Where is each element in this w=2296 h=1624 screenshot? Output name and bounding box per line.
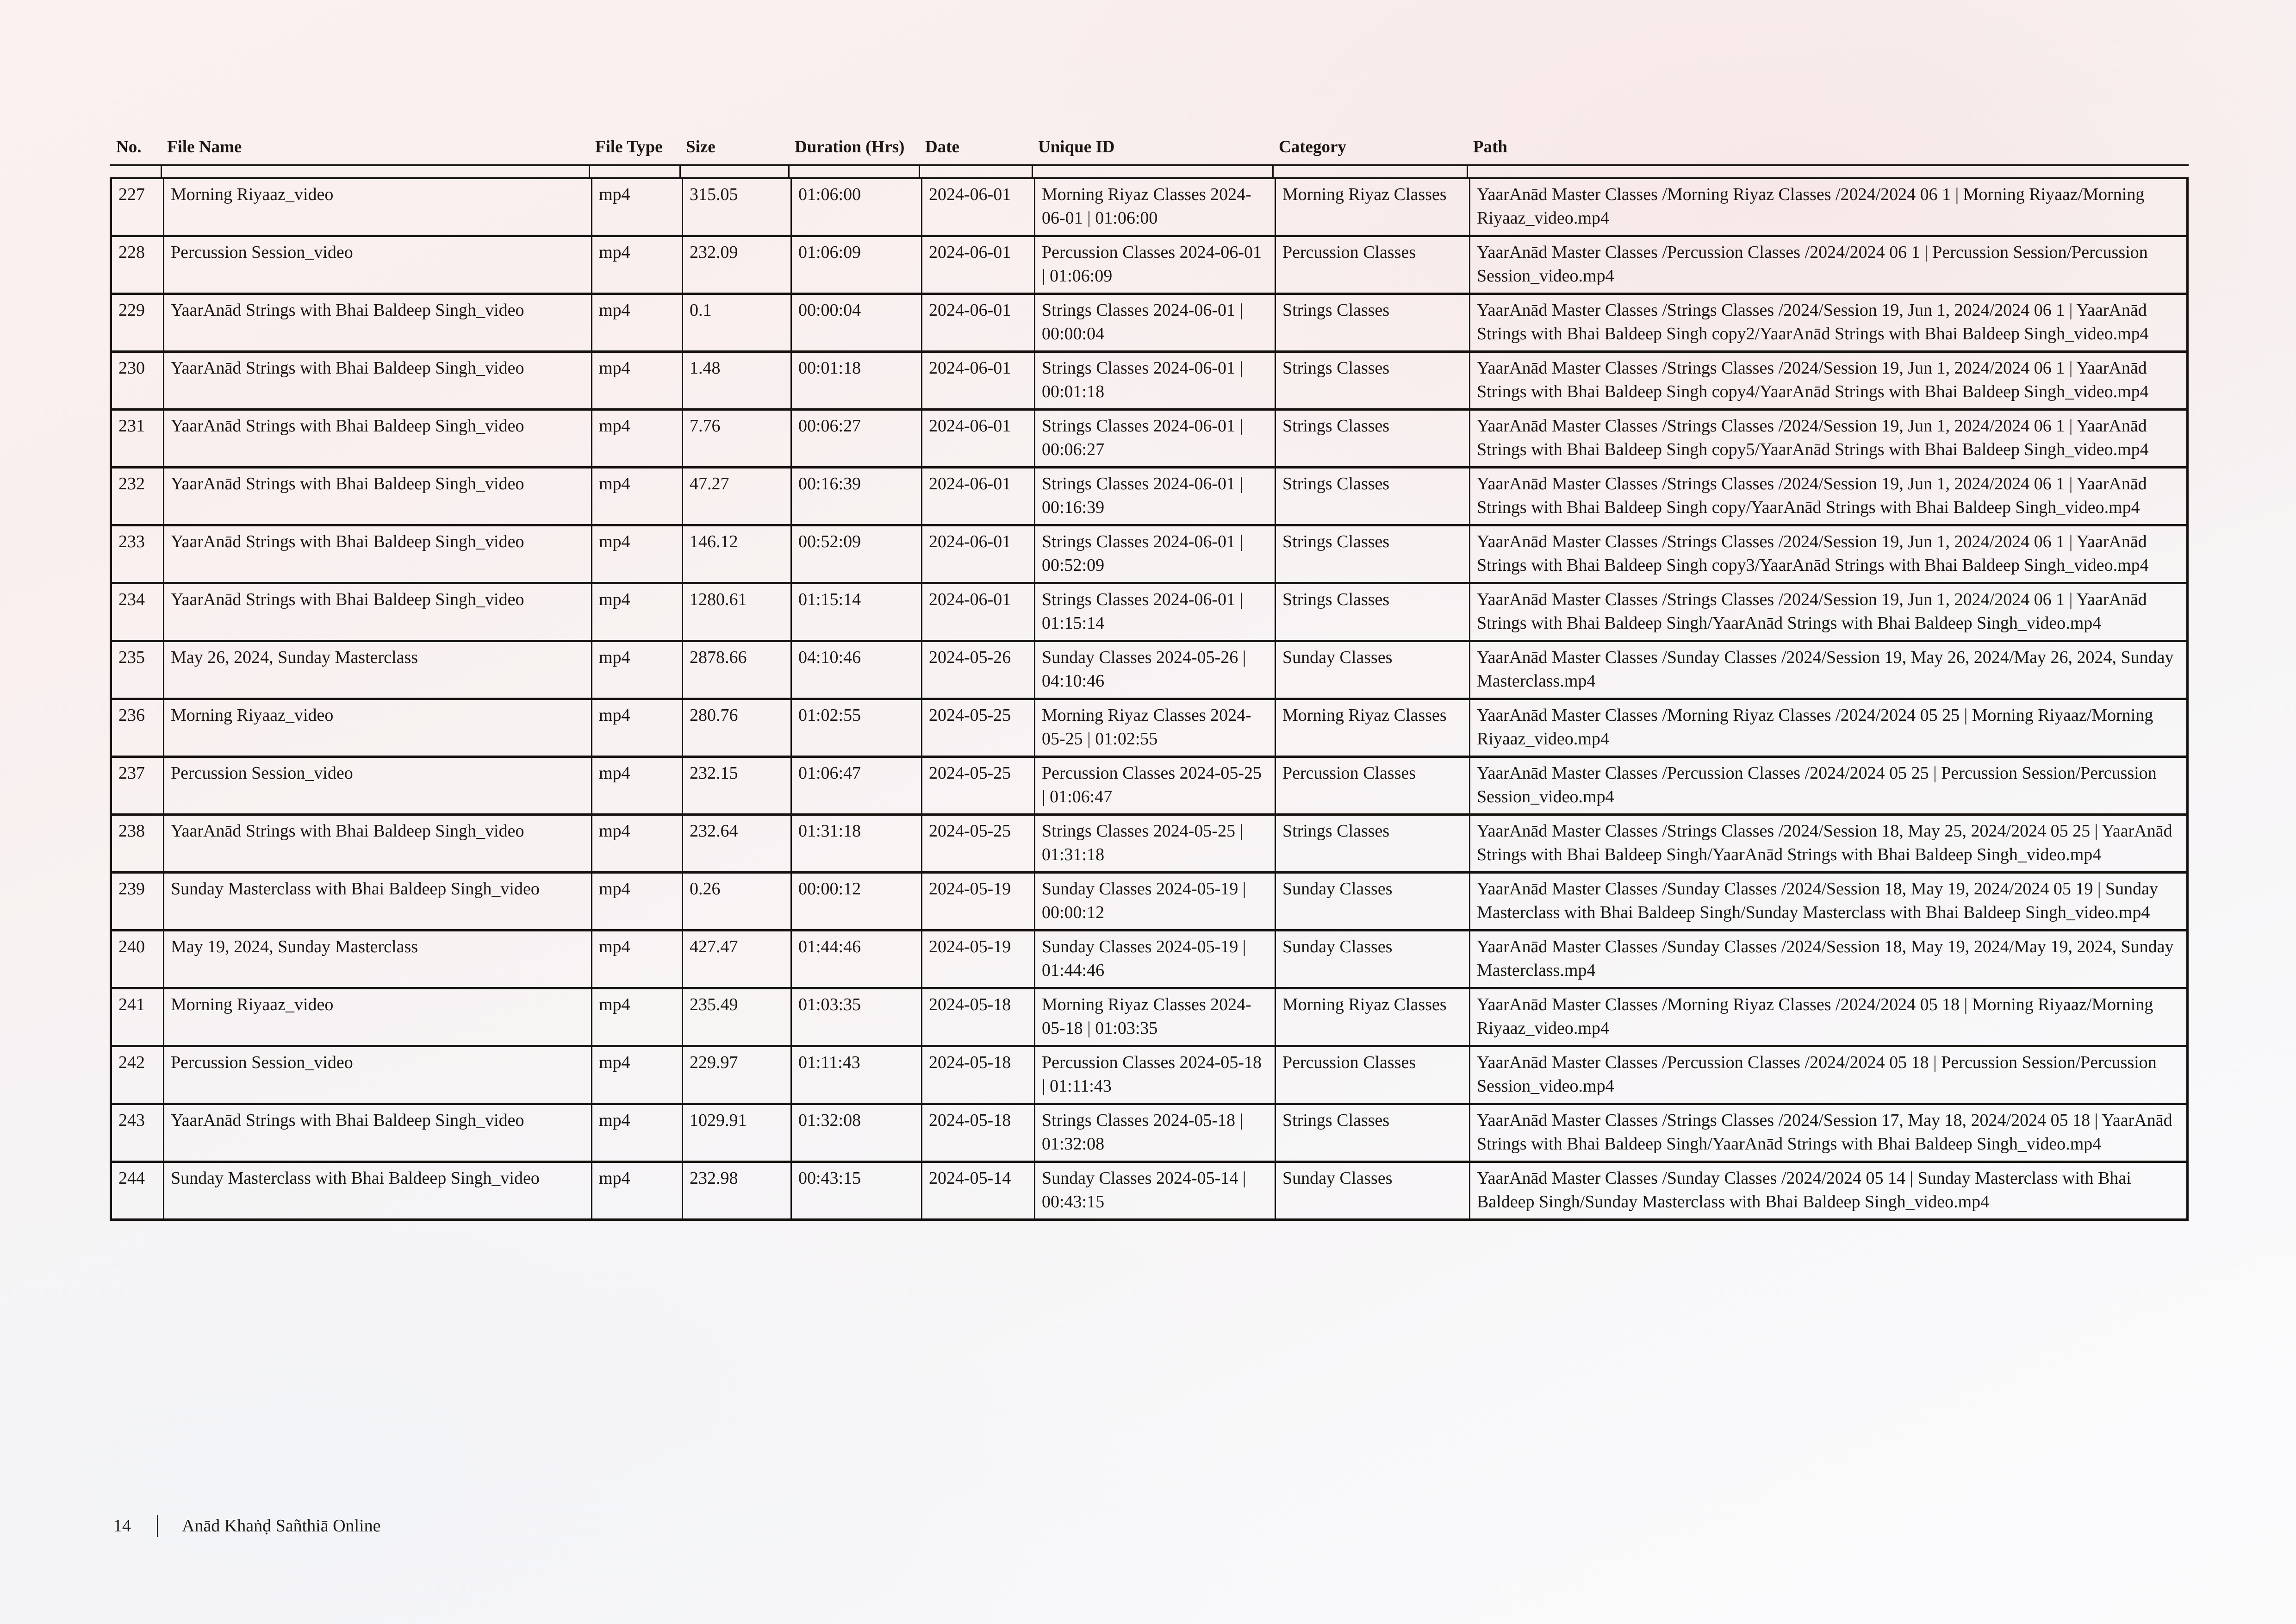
cell-date: 2024-05-19 [921, 931, 1034, 987]
cell-duration: 01:03:35 [790, 989, 921, 1045]
cell-path: YaarAnād Master Classes /Morning Riyaz Classes /2024/2024 05 18 | Morning Riyaaz/Morning Riyaaz_video.mp4 [1469, 989, 2186, 1045]
col-header-file-name: File Name [167, 137, 242, 156]
cell-no: 228 [118, 243, 145, 262]
cell-category: Percussion Classes [1275, 758, 1469, 813]
cell-duration: 01:15:14 [790, 584, 921, 640]
cell-size: 0.26 [682, 874, 790, 929]
cell-no: 236 [118, 706, 145, 725]
cell-path: YaarAnād Master Classes /Strings Classes /2024/Session 19, Jun 1, 2024/2024 06 1 | YaarAnād Strings with Bhai Baldeep Singh copy2/YaarAnād Strings with Bhai Baldeep Singh_video.mp4 [1469, 295, 2186, 350]
cell-path: YaarAnād Master Classes /Sunday Classes /2024/2024 05 14 | Sunday Masterclass with Bhai Baldeep Singh/Sunday Masterclass with Bhai Baldeep Singh_video.mp4 [1469, 1163, 2186, 1218]
cell-category: Strings Classes [1275, 584, 1469, 640]
cell-date: 2024-05-18 [921, 989, 1034, 1045]
cell-size: 235.49 [682, 989, 790, 1045]
cell-duration: 00:00:12 [790, 874, 921, 929]
cell-date: 2024-06-01 [921, 526, 1034, 582]
cell-no: 234 [118, 590, 145, 609]
table-row [112, 640, 2186, 698]
cell-no: 233 [118, 532, 145, 551]
cell-category: Percussion Classes [1275, 237, 1469, 293]
cell-unique-id: Percussion Classes 2024-05-25 | 01:06:47 [1034, 758, 1275, 813]
cell-size: 1280.61 [682, 584, 790, 640]
cell-no: 229 [118, 300, 145, 320]
cell-category: Sunday Classes [1275, 931, 1469, 987]
cell-date: 2024-06-01 [921, 237, 1034, 293]
cell-file-name: May 19, 2024, Sunday Masterclass [163, 931, 591, 987]
cell-date: 2024-05-25 [921, 700, 1034, 756]
col-header-file-type: File Type [595, 137, 663, 156]
cell-path: YaarAnād Master Classes /Morning Riyaz Classes /2024/2024 05 25 | Morning Riyaaz/Morning Riyaaz_video.mp4 [1469, 700, 2186, 756]
cell-path: YaarAnād Master Classes /Morning Riyaz Classes /2024/2024 06 1 | Morning Riyaaz/Morning Riyaaz_video.mp4 [1469, 179, 2186, 235]
col-header-date: Date [925, 137, 959, 156]
cell-no: 240 [118, 937, 145, 956]
cell-size: 232.15 [682, 758, 790, 813]
cell-duration: 00:00:04 [790, 295, 921, 350]
table-row [112, 871, 2186, 929]
cell-unique-id: Morning Riyaz Classes 2024-06-01 | 01:06:00 [1034, 179, 1275, 235]
cell-unique-id: Strings Classes 2024-05-25 | 01:31:18 [1034, 816, 1275, 871]
cell-category: Strings Classes [1275, 353, 1469, 408]
cell-duration: 00:43:15 [790, 1163, 921, 1218]
cell-category: Strings Classes [1275, 1105, 1469, 1161]
cell-category: Strings Classes [1275, 411, 1469, 466]
col-header-size: Size [686, 137, 716, 156]
cell-category: Sunday Classes [1275, 642, 1469, 698]
cell-unique-id: Percussion Classes 2024-05-18 | 01:11:43 [1034, 1047, 1275, 1103]
cell-date: 2024-06-01 [921, 179, 1034, 235]
cell-file-type: mp4 [591, 237, 682, 293]
cell-unique-id: Strings Classes 2024-06-01 | 01:15:14 [1034, 584, 1275, 640]
table-row [112, 235, 2186, 293]
cell-unique-id: Sunday Classes 2024-05-19 | 01:44:46 [1034, 931, 1275, 987]
cell-file-type: mp4 [591, 931, 682, 987]
cell-file-name: Sunday Masterclass with Bhai Baldeep Singh_video [163, 874, 591, 929]
cell-no: 238 [118, 821, 145, 841]
cell-duration: 01:06:47 [790, 758, 921, 813]
cell-size: 1029.91 [682, 1105, 790, 1161]
cell-category: Strings Classes [1275, 526, 1469, 582]
table-row [112, 524, 2186, 582]
cell-path: YaarAnād Master Classes /Percussion Classes /2024/2024 06 1 | Percussion Session/Percussion Session_video.mp4 [1469, 237, 2186, 293]
cell-unique-id: Morning Riyaz Classes 2024-05-25 | 01:02:55 [1034, 700, 1275, 756]
table-header-row [110, 135, 2189, 166]
cell-date: 2024-05-18 [921, 1105, 1034, 1161]
cell-file-name: Morning Riyaaz_video [163, 700, 591, 756]
cell-file-type: mp4 [591, 642, 682, 698]
col-header-duration: Duration (Hrs) [795, 137, 905, 156]
cell-path: YaarAnād Master Classes /Strings Classes /2024/Session 17, May 18, 2024/2024 05 18 | YaarAnād Strings with Bhai Baldeep Singh/YaarAnād Strings with Bhai Baldeep Singh_video.mp4 [1469, 1105, 2186, 1161]
table-row [112, 582, 2186, 640]
table-row [112, 408, 2186, 466]
cell-unique-id: Strings Classes 2024-06-01 | 00:01:18 [1034, 353, 1275, 408]
cell-path: YaarAnād Master Classes /Percussion Classes /2024/2024 05 18 | Percussion Session/Percussion Session_video.mp4 [1469, 1047, 2186, 1103]
cell-category: Sunday Classes [1275, 1163, 1469, 1218]
cell-path: YaarAnād Master Classes /Strings Classes /2024/Session 19, Jun 1, 2024/2024 06 1 | YaarAnād Strings with Bhai Baldeep Singh/YaarAnād Strings with Bhai Baldeep Singh_video.mp4 [1469, 584, 2186, 640]
cell-date: 2024-06-01 [921, 584, 1034, 640]
cell-duration: 00:06:27 [790, 411, 921, 466]
cell-file-name: Sunday Masterclass with Bhai Baldeep Singh_video [163, 1163, 591, 1218]
cell-file-type: mp4 [591, 874, 682, 929]
cell-unique-id: Morning Riyaz Classes 2024-05-18 | 01:03:35 [1034, 989, 1275, 1045]
cell-file-name: YaarAnād Strings with Bhai Baldeep Singh_video [163, 816, 591, 871]
cell-path: YaarAnād Master Classes /Percussion Classes /2024/2024 05 25 | Percussion Session/Percussion Session_video.mp4 [1469, 758, 2186, 813]
cell-file-type: mp4 [591, 468, 682, 524]
cell-path: YaarAnād Master Classes /Sunday Classes /2024/Session 18, May 19, 2024/May 19, 2024, Sunday Masterclass.mp4 [1469, 931, 2186, 987]
cell-no: 227 [118, 185, 145, 204]
cell-file-type: mp4 [591, 179, 682, 235]
cell-path: YaarAnād Master Classes /Strings Classes /2024/Session 18, May 25, 2024/2024 05 25 | YaarAnād Strings with Bhai Baldeep Singh/YaarAnād Strings with Bhai Baldeep Singh_video.mp4 [1469, 816, 2186, 871]
cell-file-type: mp4 [591, 411, 682, 466]
cell-duration: 01:02:55 [790, 700, 921, 756]
cell-size: 7.76 [682, 411, 790, 466]
table-row [112, 987, 2186, 1045]
cell-size: 280.76 [682, 700, 790, 756]
cell-date: 2024-05-19 [921, 874, 1034, 929]
cell-file-name: Morning Riyaaz_video [163, 989, 591, 1045]
cell-path: YaarAnād Master Classes /Sunday Classes /2024/Session 19, May 26, 2024/May 26, 2024, Sunday Masterclass.mp4 [1469, 642, 2186, 698]
cell-path: YaarAnād Master Classes /Strings Classes /2024/Session 19, Jun 1, 2024/2024 06 1 | YaarAnād Strings with Bhai Baldeep Singh copy/YaarAnād Strings with Bhai Baldeep Singh_video.mp4 [1469, 468, 2186, 524]
cell-no: 241 [118, 995, 145, 1014]
cell-size: 427.47 [682, 931, 790, 987]
cell-duration: 04:10:46 [790, 642, 921, 698]
cell-file-name: YaarAnād Strings with Bhai Baldeep Singh_video [163, 526, 591, 582]
cell-unique-id: Strings Classes 2024-06-01 | 00:16:39 [1034, 468, 1275, 524]
cell-category: Percussion Classes [1275, 1047, 1469, 1103]
cell-path: YaarAnād Master Classes /Strings Classes /2024/Session 19, Jun 1, 2024/2024 06 1 | YaarAnād Strings with Bhai Baldeep Singh copy4/YaarAnād Strings with Bhai Baldeep Singh_video.mp4 [1469, 353, 2186, 408]
page-footer [113, 1515, 381, 1537]
cell-file-name: May 26, 2024, Sunday Masterclass [163, 642, 591, 698]
cell-file-type: mp4 [591, 353, 682, 408]
cell-date: 2024-06-01 [921, 411, 1034, 466]
cell-no: 243 [118, 1111, 145, 1130]
cell-file-type: mp4 [591, 758, 682, 813]
cell-date: 2024-05-14 [921, 1163, 1034, 1218]
cell-duration: 00:16:39 [790, 468, 921, 524]
cell-file-type: mp4 [591, 700, 682, 756]
cell-duration: 00:52:09 [790, 526, 921, 582]
table-row [112, 929, 2186, 987]
cell-unique-id: Sunday Classes 2024-05-26 | 04:10:46 [1034, 642, 1275, 698]
cell-date: 2024-05-25 [921, 758, 1034, 813]
cell-category: Strings Classes [1275, 295, 1469, 350]
cell-unique-id: Percussion Classes 2024-06-01 | 01:06:09 [1034, 237, 1275, 293]
cell-size: 315.05 [682, 179, 790, 235]
cell-category: Strings Classes [1275, 816, 1469, 871]
cell-file-name: YaarAnād Strings with Bhai Baldeep Singh_video [163, 411, 591, 466]
table-row [112, 466, 2186, 524]
cell-file-type: mp4 [591, 1163, 682, 1218]
page-number: 14 [113, 1516, 131, 1536]
table-row [112, 1103, 2186, 1161]
cell-date: 2024-05-26 [921, 642, 1034, 698]
cell-no: 235 [118, 648, 145, 667]
cell-path: YaarAnād Master Classes /Strings Classes /2024/Session 19, Jun 1, 2024/2024 06 1 | YaarAnād Strings with Bhai Baldeep Singh copy5/YaarAnād Strings with Bhai Baldeep Singh_video.mp4 [1469, 411, 2186, 466]
cell-file-type: mp4 [591, 526, 682, 582]
table-body [110, 177, 2189, 1221]
cell-duration: 01:06:09 [790, 237, 921, 293]
table-row [112, 813, 2186, 871]
cell-unique-id: Strings Classes 2024-06-01 | 00:00:04 [1034, 295, 1275, 350]
cell-file-type: mp4 [591, 1105, 682, 1161]
table-row [112, 293, 2186, 350]
cell-file-name: Percussion Session_video [163, 237, 591, 293]
cell-date: 2024-06-01 [921, 468, 1034, 524]
cell-duration: 01:44:46 [790, 931, 921, 987]
table-row [112, 1045, 2186, 1103]
cell-size: 1.48 [682, 353, 790, 408]
cell-size: 146.12 [682, 526, 790, 582]
cell-size: 232.09 [682, 237, 790, 293]
cell-file-name: Percussion Session_video [163, 758, 591, 813]
cell-file-name: YaarAnād Strings with Bhai Baldeep Singh_video [163, 1105, 591, 1161]
cell-size: 232.98 [682, 1163, 790, 1218]
cell-no: 239 [118, 879, 145, 899]
cell-path: YaarAnād Master Classes /Sunday Classes /2024/Session 18, May 19, 2024/2024 05 19 | Sunday Masterclass with Bhai Baldeep Singh/Sunday Masterclass with Bhai Baldeep Singh_video.mp4 [1469, 874, 2186, 929]
cell-file-name: YaarAnād Strings with Bhai Baldeep Singh_video [163, 295, 591, 350]
table-row [112, 756, 2186, 813]
cell-no: 230 [118, 358, 145, 378]
cell-category: Morning Riyaz Classes [1275, 989, 1469, 1045]
cell-category: Sunday Classes [1275, 874, 1469, 929]
cell-file-name: YaarAnād Strings with Bhai Baldeep Singh_video [163, 353, 591, 408]
cell-file-type: mp4 [591, 1047, 682, 1103]
cell-file-name: Morning Riyaaz_video [163, 179, 591, 235]
cell-size: 2878.66 [682, 642, 790, 698]
cell-size: 0.1 [682, 295, 790, 350]
cell-no: 244 [118, 1168, 145, 1188]
cell-duration: 01:11:43 [790, 1047, 921, 1103]
cell-date: 2024-05-18 [921, 1047, 1034, 1103]
cell-duration: 01:06:00 [790, 179, 921, 235]
cell-size: 47.27 [682, 468, 790, 524]
footer-title: Anād Khaṅḍ Sañthiā Online [182, 1516, 381, 1536]
cell-no: 232 [118, 474, 145, 493]
cell-file-type: mp4 [591, 295, 682, 350]
file-table [110, 135, 2189, 1221]
cell-unique-id: Strings Classes 2024-06-01 | 00:52:09 [1034, 526, 1275, 582]
col-header-unique-id: Unique ID [1038, 137, 1115, 156]
cell-duration: 01:32:08 [790, 1105, 921, 1161]
cell-file-type: mp4 [591, 584, 682, 640]
cell-path: YaarAnād Master Classes /Strings Classes /2024/Session 19, Jun 1, 2024/2024 06 1 | YaarAnād Strings with Bhai Baldeep Singh copy3/YaarAnād Strings with Bhai Baldeep Singh_video.mp4 [1469, 526, 2186, 582]
cell-size: 232.64 [682, 816, 790, 871]
table-row [112, 350, 2186, 408]
cell-date: 2024-06-01 [921, 353, 1034, 408]
table-row [112, 1161, 2186, 1218]
cell-file-name: Percussion Session_video [163, 1047, 591, 1103]
cell-file-type: mp4 [591, 989, 682, 1045]
cell-file-name: YaarAnād Strings with Bhai Baldeep Singh_video [163, 468, 591, 524]
cell-no: 237 [118, 763, 145, 783]
col-header-no: No. [116, 137, 142, 156]
cell-duration: 01:31:18 [790, 816, 921, 871]
cell-date: 2024-06-01 [921, 295, 1034, 350]
cell-unique-id: Sunday Classes 2024-05-19 | 00:00:12 [1034, 874, 1275, 929]
cell-unique-id: Sunday Classes 2024-05-14 | 00:43:15 [1034, 1163, 1275, 1218]
footer-divider [157, 1515, 158, 1537]
col-header-path: Path [1473, 137, 1507, 156]
header-body-gap [110, 166, 2189, 177]
table-row [112, 179, 2186, 235]
cell-unique-id: Strings Classes 2024-05-18 | 01:32:08 [1034, 1105, 1275, 1161]
table-row [112, 698, 2186, 756]
cell-no: 242 [118, 1053, 145, 1072]
cell-file-name: YaarAnād Strings with Bhai Baldeep Singh_video [163, 584, 591, 640]
cell-category: Strings Classes [1275, 468, 1469, 524]
cell-size: 229.97 [682, 1047, 790, 1103]
cell-duration: 00:01:18 [790, 353, 921, 408]
cell-unique-id: Strings Classes 2024-06-01 | 00:06:27 [1034, 411, 1275, 466]
cell-category: Morning Riyaz Classes [1275, 700, 1469, 756]
cell-date: 2024-05-25 [921, 816, 1034, 871]
cell-no: 231 [118, 416, 145, 436]
cell-category: Morning Riyaz Classes [1275, 179, 1469, 235]
col-header-category: Category [1279, 137, 1346, 156]
cell-file-type: mp4 [591, 816, 682, 871]
